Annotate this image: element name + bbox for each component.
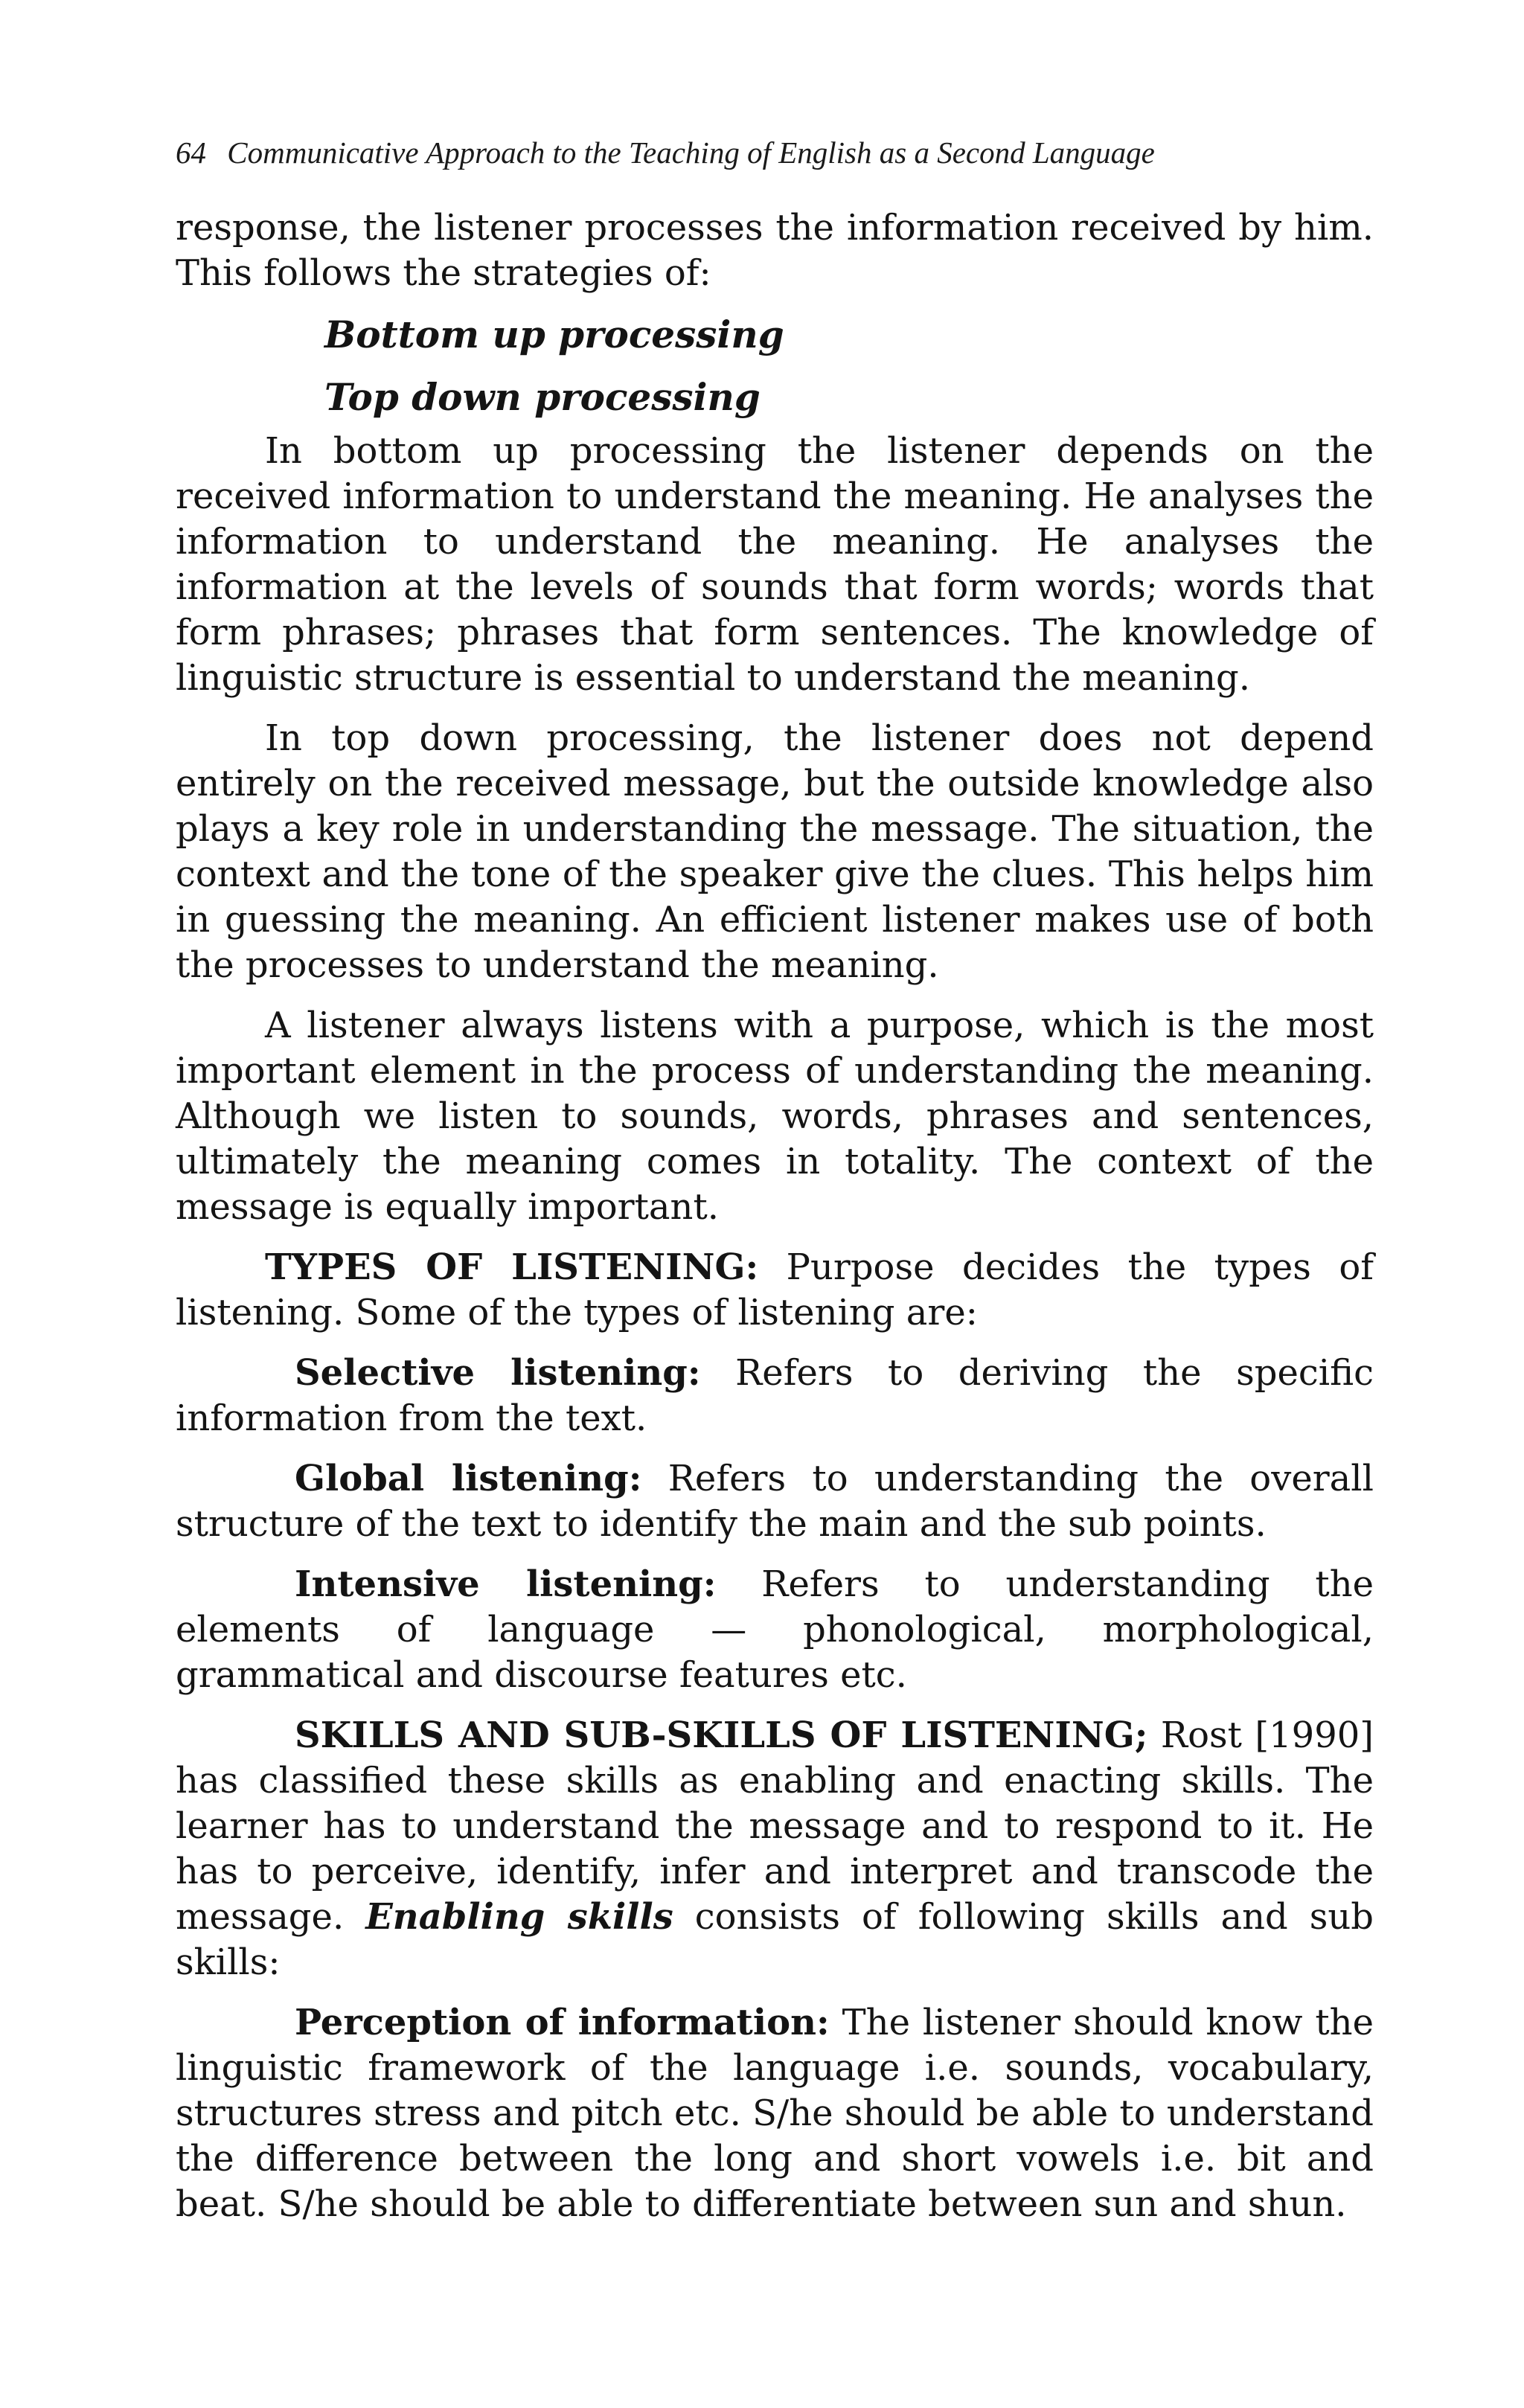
paragraph-global: [176, 1456, 1374, 1547]
enabling-text: consists of following skills and sub skills:: [176, 1896, 1374, 1983]
book-page: [176, 134, 1374, 2227]
page-number: 64: [176, 135, 206, 170]
perception-text: The listener should know the linguistic framework of the language i.e. sounds, vocabulary, structures stress and pitch etc. S/he should be able to understand the difference between the long and short vowels i.e. bit and beat. S/he should be able to differentiate between sun and shun.: [176, 2002, 1374, 2225]
skills-text: Rost [1990] has classified these skills as enabling and enacting skills. The learner has to understand the message and to respond to it. He has to perceive, identify, infer and interpret and transcode the message.: [176, 1714, 1374, 1938]
intensive-text: Refers to understanding the elements of language — phonological, morphological, grammatical and discourse features etc.: [176, 1563, 1374, 1696]
perception-term: Perception of information:: [295, 2002, 830, 2043]
paragraph-intensive: [176, 1562, 1374, 1698]
skills-heading: SKILLS AND SUB-SKILLS OF LISTENING;: [295, 1714, 1148, 1756]
selective-text: Refers to deriving the specific information from the text.: [176, 1352, 1374, 1439]
enabling-term: Enabling skills: [365, 1896, 673, 1938]
paragraph-bottom-up: In bottom up processing the listener depends on the received information to understand the meaning. He analyses the information to understand the meaning. He analyses the information at the levels of sounds that form words; words that form phrases; phrases that form sentences. The knowledge of linguistic structure is essential to understand the meaning.: [176, 430, 1374, 699]
paragraph-selective: [176, 1351, 1374, 1441]
intro-paragraph: response, the listener processes the information received by him. This follows the strategies of:: [176, 207, 1374, 294]
strategy-bottom-up: Bottom up processing: [324, 313, 784, 356]
running-head: [176, 134, 1374, 171]
intensive-term: Intensive listening:: [295, 1563, 717, 1605]
global-term: Global listening:: [295, 1458, 642, 1499]
types-text: Purpose decides the types of listening. Some of the types of listening are:: [176, 1246, 1374, 1333]
global-text: Refers to understanding the overall structure of the text to identify the main and the sub points.: [176, 1458, 1374, 1545]
paragraph-perception: [176, 2000, 1374, 2227]
paragraph-types: [176, 1245, 1374, 1336]
running-title: Communicative Approach to the Teaching of English as a Second Language: [227, 135, 1155, 170]
types-heading: TYPES OF LISTENING:: [265, 1246, 759, 1288]
selective-term: Selective listening:: [295, 1352, 701, 1394]
strategy-top-down: Top down processing: [324, 375, 761, 419]
paragraph-top-down: In top down processing, the listener does not depend entirely on the received message, but the outside knowledge also plays a key role in understanding the message. The situation, the context and the tone of the speaker give the clues. This helps him in guessing the meaning. An efficient listener makes use of both the processes to understand the meaning.: [176, 717, 1374, 986]
paragraph-skills: [176, 1713, 1374, 1985]
paragraph-purpose: A listener always listens with a purpose, which is the most important element in the process of understanding the meaning. Although we listen to sounds, words, phrases and sentences, ultimately the meaning comes in totality. The context of the message is equally important.: [176, 1005, 1374, 1228]
